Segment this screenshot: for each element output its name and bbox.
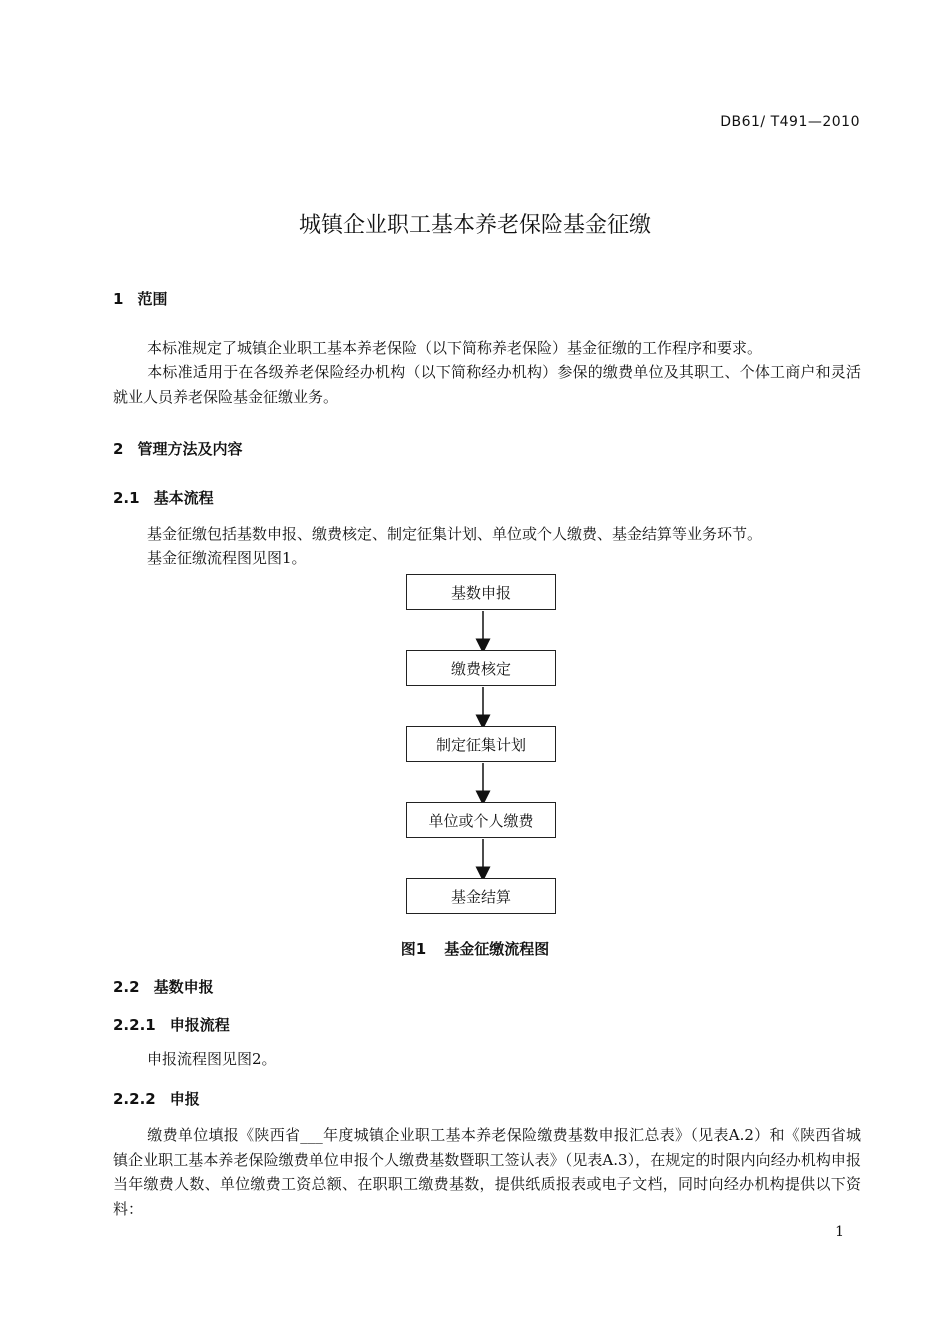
paragraph-scope-2: 本标准适用于在各级养老保险经办机构（以下简称经办机构）参保的缴费单位及其职工、个体工商户和灵活就业人员养老保险基金征缴业务。 xyxy=(113,363,861,406)
section-number: 2 xyxy=(113,440,124,458)
paragraph-basic-flow-1: 基金征缴包括基数申报、缴费核定、制定征集计划、单位或个人缴费、基金结算等业务环节。 xyxy=(147,525,763,543)
section-title: 申报 xyxy=(169,1090,200,1108)
flow-step-collection-plan: 制定征集计划 xyxy=(406,726,556,762)
figure-caption: 图1 基金征缴流程图 xyxy=(400,940,550,958)
document-code: DB61/ T491—2010 xyxy=(720,114,860,130)
section-title: 申报流程 xyxy=(169,1016,230,1034)
paragraph-scope-1: 本标准规定了城镇企业职工基本养老保险（以下简称养老保险）基金征缴的工作程序和要求。 xyxy=(147,339,763,357)
paragraph-declaration-flow: 申报流程图见图2。 xyxy=(147,1050,277,1068)
section-2-2-2-heading xyxy=(113,1088,200,1109)
flow-step-fee-verification: 缴费核定 xyxy=(406,650,556,686)
section-number: 1 xyxy=(113,290,124,308)
flow-step-fund-settlement: 基金结算 xyxy=(406,878,556,914)
flow-step-payment: 单位或个人缴费 xyxy=(406,802,556,838)
flow-step-base-declaration: 基数申报 xyxy=(406,574,556,610)
paragraph-basic-flow-2: 基金征缴流程图见图1。 xyxy=(147,549,307,567)
document-title: 城镇企业职工基本养老保险基金征缴 xyxy=(298,213,651,238)
section-number: 2.2 xyxy=(113,978,140,996)
section-number: 2.2.2 xyxy=(113,1090,156,1108)
section-title: 基本流程 xyxy=(153,489,214,507)
page-number: 1 xyxy=(835,1224,844,1240)
section-title: 范围 xyxy=(137,290,168,308)
section-2-2-1-heading xyxy=(113,1014,230,1035)
section-number: 2.2.1 xyxy=(113,1016,156,1034)
section-2-2-heading xyxy=(113,976,214,997)
section-title: 管理方法及内容 xyxy=(137,440,243,458)
section-number: 2.1 xyxy=(113,489,140,507)
paragraph-declaration: 缴费单位填报《陕西省___年度城镇企业职工基本养老保险缴费基数申报汇总表》（见表A.2）和《陕西省城镇企业职工基本养老保险缴费单位申报个人缴费基数暨职工签认表》（见表A.3），在规定的时限内向经办机构申报当年缴费人数、单位缴费工资总额、在职职工缴费基数，提供纸质报表或电子文档，同时向经办机构提供以下资料： xyxy=(113,1126,861,1218)
section-title: 基数申报 xyxy=(153,978,214,996)
